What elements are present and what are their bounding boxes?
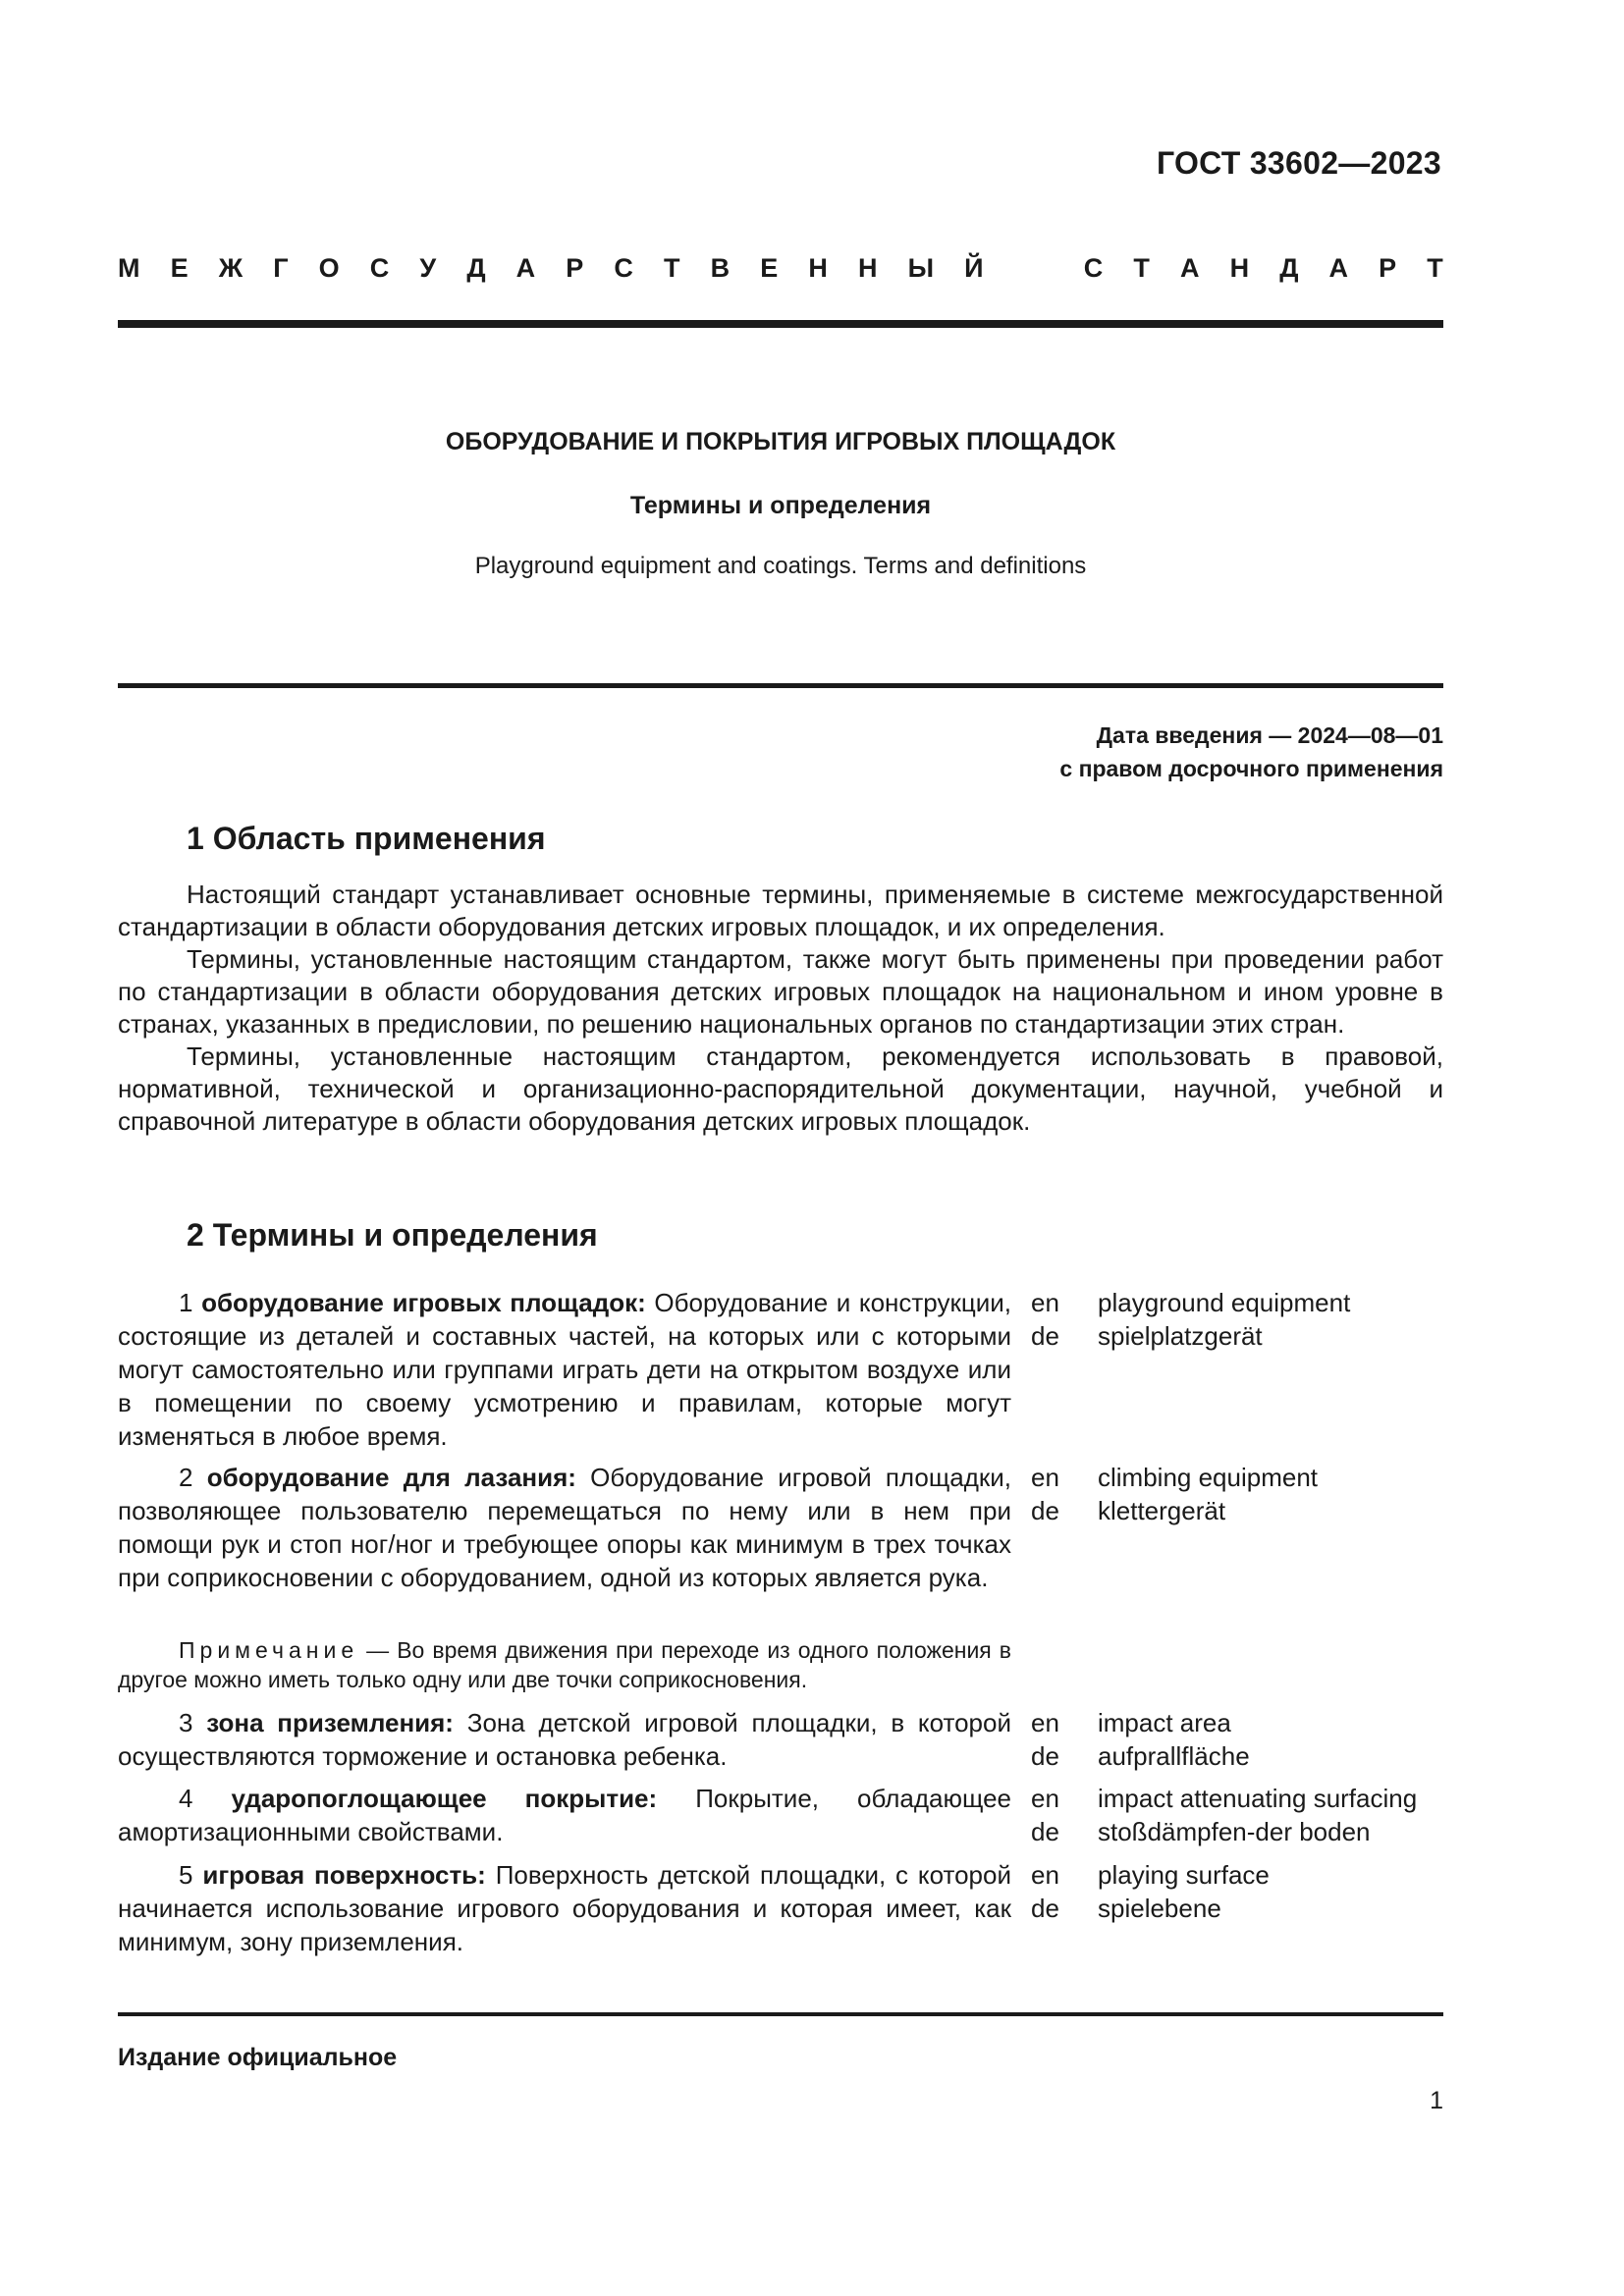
term-name: игровая поверхность: bbox=[202, 1860, 486, 1890]
term-number: 1 bbox=[179, 1288, 193, 1317]
language-codes bbox=[1031, 1286, 1080, 1353]
interstate-standard-banner bbox=[118, 253, 1443, 284]
foreign-equivalents bbox=[1098, 1461, 1451, 1527]
foreign-equivalents bbox=[1098, 1706, 1451, 1773]
language-codes bbox=[1031, 1782, 1080, 1848]
banner-letter: Г bbox=[273, 253, 289, 283]
banner-letter: Е bbox=[760, 253, 779, 283]
english-equivalent: climbing equipment bbox=[1098, 1463, 1319, 1492]
banner-letter: А bbox=[515, 253, 536, 283]
lang-de: de bbox=[1031, 1741, 1059, 1771]
document-id: ГОСТ 33602—2023 bbox=[1156, 145, 1441, 181]
term-text: Зона детской игровой площадки, в которой осуществляются торможение и остановка ребенка. bbox=[118, 1708, 1011, 1771]
german-equivalent: klettergerät bbox=[1098, 1496, 1226, 1525]
banner-letter: С bbox=[369, 253, 390, 283]
term-note bbox=[118, 1635, 1011, 1694]
term-definition bbox=[118, 1858, 1011, 1958]
term-definition bbox=[118, 1706, 1011, 1773]
german-equivalent: spielebene bbox=[1098, 1894, 1221, 1923]
paragraph: Термины, установленные настоящим стандартом, рекомендуется использовать в правовой, нормативной, технической и организационно-распорядительной документации, научной, учебной и справочной литературе в области оборудования детских игровых площадок. bbox=[118, 1041, 1443, 1136]
paragraph: Настоящий стандарт устанавливает основные термины, применяемые в системе межгосударственной стандартизации в области оборудования детских игровых площадок, и их определения. bbox=[118, 880, 1443, 941]
term-number: 3 bbox=[179, 1708, 193, 1737]
language-codes bbox=[1031, 1858, 1080, 1925]
term-text: Поверхность детской площадки, с которой начинается использование игрового оборудования и которая имеет, как минимум, зону приземления. bbox=[118, 1860, 1011, 1956]
english-equivalent: playing surface bbox=[1098, 1860, 1270, 1890]
official-edition-label: Издание официальное bbox=[118, 2044, 398, 2071]
term-number: 2 bbox=[179, 1463, 193, 1492]
term-name: ударопоглощающее покрытие: bbox=[231, 1784, 658, 1813]
lang-de: de bbox=[1031, 1496, 1059, 1525]
title-rule bbox=[118, 683, 1443, 688]
section-2-heading: 2 Термины и определения bbox=[187, 1217, 598, 1253]
term-definition bbox=[118, 1782, 1011, 1848]
lang-en: en bbox=[1031, 1860, 1059, 1890]
banner-letter: А bbox=[1328, 253, 1349, 283]
term-text: Оборудование игровой площадки, позволяющее пользователю перемещаться по нему или в нем при помощи рук и стоп ног/ног и требующее опоры как минимум в трех точках при соприкосновении с оборудованием, одной из которых является рука. bbox=[118, 1463, 1011, 1592]
lang-en: en bbox=[1031, 1288, 1059, 1317]
banner-letter: Ж bbox=[218, 253, 244, 283]
english-equivalent: impact attenuating surfacing bbox=[1098, 1784, 1418, 1813]
banner-word-gap bbox=[1014, 253, 1054, 284]
lang-en: en bbox=[1031, 1463, 1059, 1492]
banner-letter: Т bbox=[664, 253, 680, 283]
german-equivalent: aufprallfläche bbox=[1098, 1741, 1250, 1771]
banner-letter: Н bbox=[857, 253, 878, 283]
lang-en: en bbox=[1031, 1708, 1059, 1737]
english-equivalent: playground equipment bbox=[1098, 1288, 1351, 1317]
foreign-equivalents bbox=[1098, 1286, 1451, 1353]
language-codes bbox=[1031, 1461, 1080, 1527]
banner-letter: Е bbox=[170, 253, 189, 283]
foreign-equivalents bbox=[1098, 1858, 1451, 1925]
lang-de: de bbox=[1031, 1321, 1059, 1351]
foreign-equivalents bbox=[1098, 1782, 1451, 1848]
header-rule bbox=[118, 320, 1443, 328]
banner-letter: М bbox=[118, 253, 140, 283]
banner-letter: О bbox=[318, 253, 340, 283]
banner-letter: Д bbox=[466, 253, 486, 283]
banner-letter: Р bbox=[1379, 253, 1397, 283]
banner-letter: Н bbox=[1229, 253, 1250, 283]
english-title: Playground equipment and coatings. Terms and definitions bbox=[474, 553, 1087, 579]
banner-letter: Т bbox=[1427, 253, 1443, 283]
note-label: Примечание bbox=[179, 1637, 359, 1663]
banner-letter: В bbox=[710, 253, 731, 283]
page-number: 1 bbox=[1430, 2087, 1443, 2114]
section-1-body bbox=[118, 879, 1443, 1138]
lang-de: de bbox=[1031, 1894, 1059, 1923]
english-equivalent: impact area bbox=[1098, 1708, 1231, 1737]
banner-letter: Ы bbox=[907, 253, 935, 283]
german-equivalent: stoßdämpfen-der boden bbox=[1098, 1817, 1371, 1846]
introduction-date-line: Дата введения — 2024—08—01 bbox=[1096, 722, 1443, 748]
early-application-line: с правом досрочного применения bbox=[1059, 756, 1443, 781]
term-definition bbox=[118, 1286, 1011, 1453]
language-codes bbox=[1031, 1706, 1080, 1773]
banner-letter: Р bbox=[566, 253, 584, 283]
term-definition bbox=[118, 1461, 1011, 1594]
banner-letter: С bbox=[614, 253, 633, 283]
lang-de: de bbox=[1031, 1817, 1059, 1846]
german-equivalent: spielplatzgerät bbox=[1098, 1321, 1263, 1351]
section-1-heading: 1 Область применения bbox=[187, 821, 546, 856]
banner-letter: У bbox=[419, 253, 437, 283]
term-text: Оборудование и конструкции, состоящие из деталей и составных частей, на которых или с которыми могут самостоятельно или группами играть дети на открытом воздухе или в помещении по своему усмотрению и правилам, которые могут изменяться в любое время. bbox=[118, 1288, 1012, 1451]
document-title: ОБОРУДОВАНИЕ И ПОКРЫТИЯ ИГРОВЫХ ПЛОЩАДОК bbox=[445, 428, 1116, 455]
banner-letter: А bbox=[1179, 253, 1200, 283]
introduction-date bbox=[1059, 719, 1443, 785]
term-name: оборудование игровых площадок: bbox=[201, 1288, 646, 1317]
term-name: зона приземления: bbox=[206, 1708, 454, 1737]
term-number: 5 bbox=[179, 1860, 193, 1890]
banner-letter: Й bbox=[964, 253, 984, 283]
paragraph: Термины, установленные настоящим стандартом, также могут быть применены при проведении работ по стандартизации в области оборудования детских игровых площадок на национальном и ином уровне в странах, указанных в предисловии, по решению национальных органов по стандартизации этих стран. bbox=[118, 944, 1443, 1039]
document-subtitle: Термины и определения bbox=[629, 492, 932, 519]
term-text: Покрытие, обладающее амортизационными свойствами. bbox=[118, 1784, 1011, 1846]
note-text: — Во время движения при переходе из одного положения в другое можно иметь только одну или две точки соприкосновения. bbox=[118, 1637, 1011, 1692]
banner-letter: Т bbox=[1133, 253, 1150, 283]
term-number: 4 bbox=[179, 1784, 193, 1813]
banner-letter: Д bbox=[1279, 253, 1299, 283]
footer-rule bbox=[118, 2012, 1443, 2016]
lang-en: en bbox=[1031, 1784, 1059, 1813]
banner-letter: С bbox=[1083, 253, 1104, 283]
term-name: оборудование для лазания: bbox=[206, 1463, 576, 1492]
banner-letter: Н bbox=[808, 253, 828, 283]
